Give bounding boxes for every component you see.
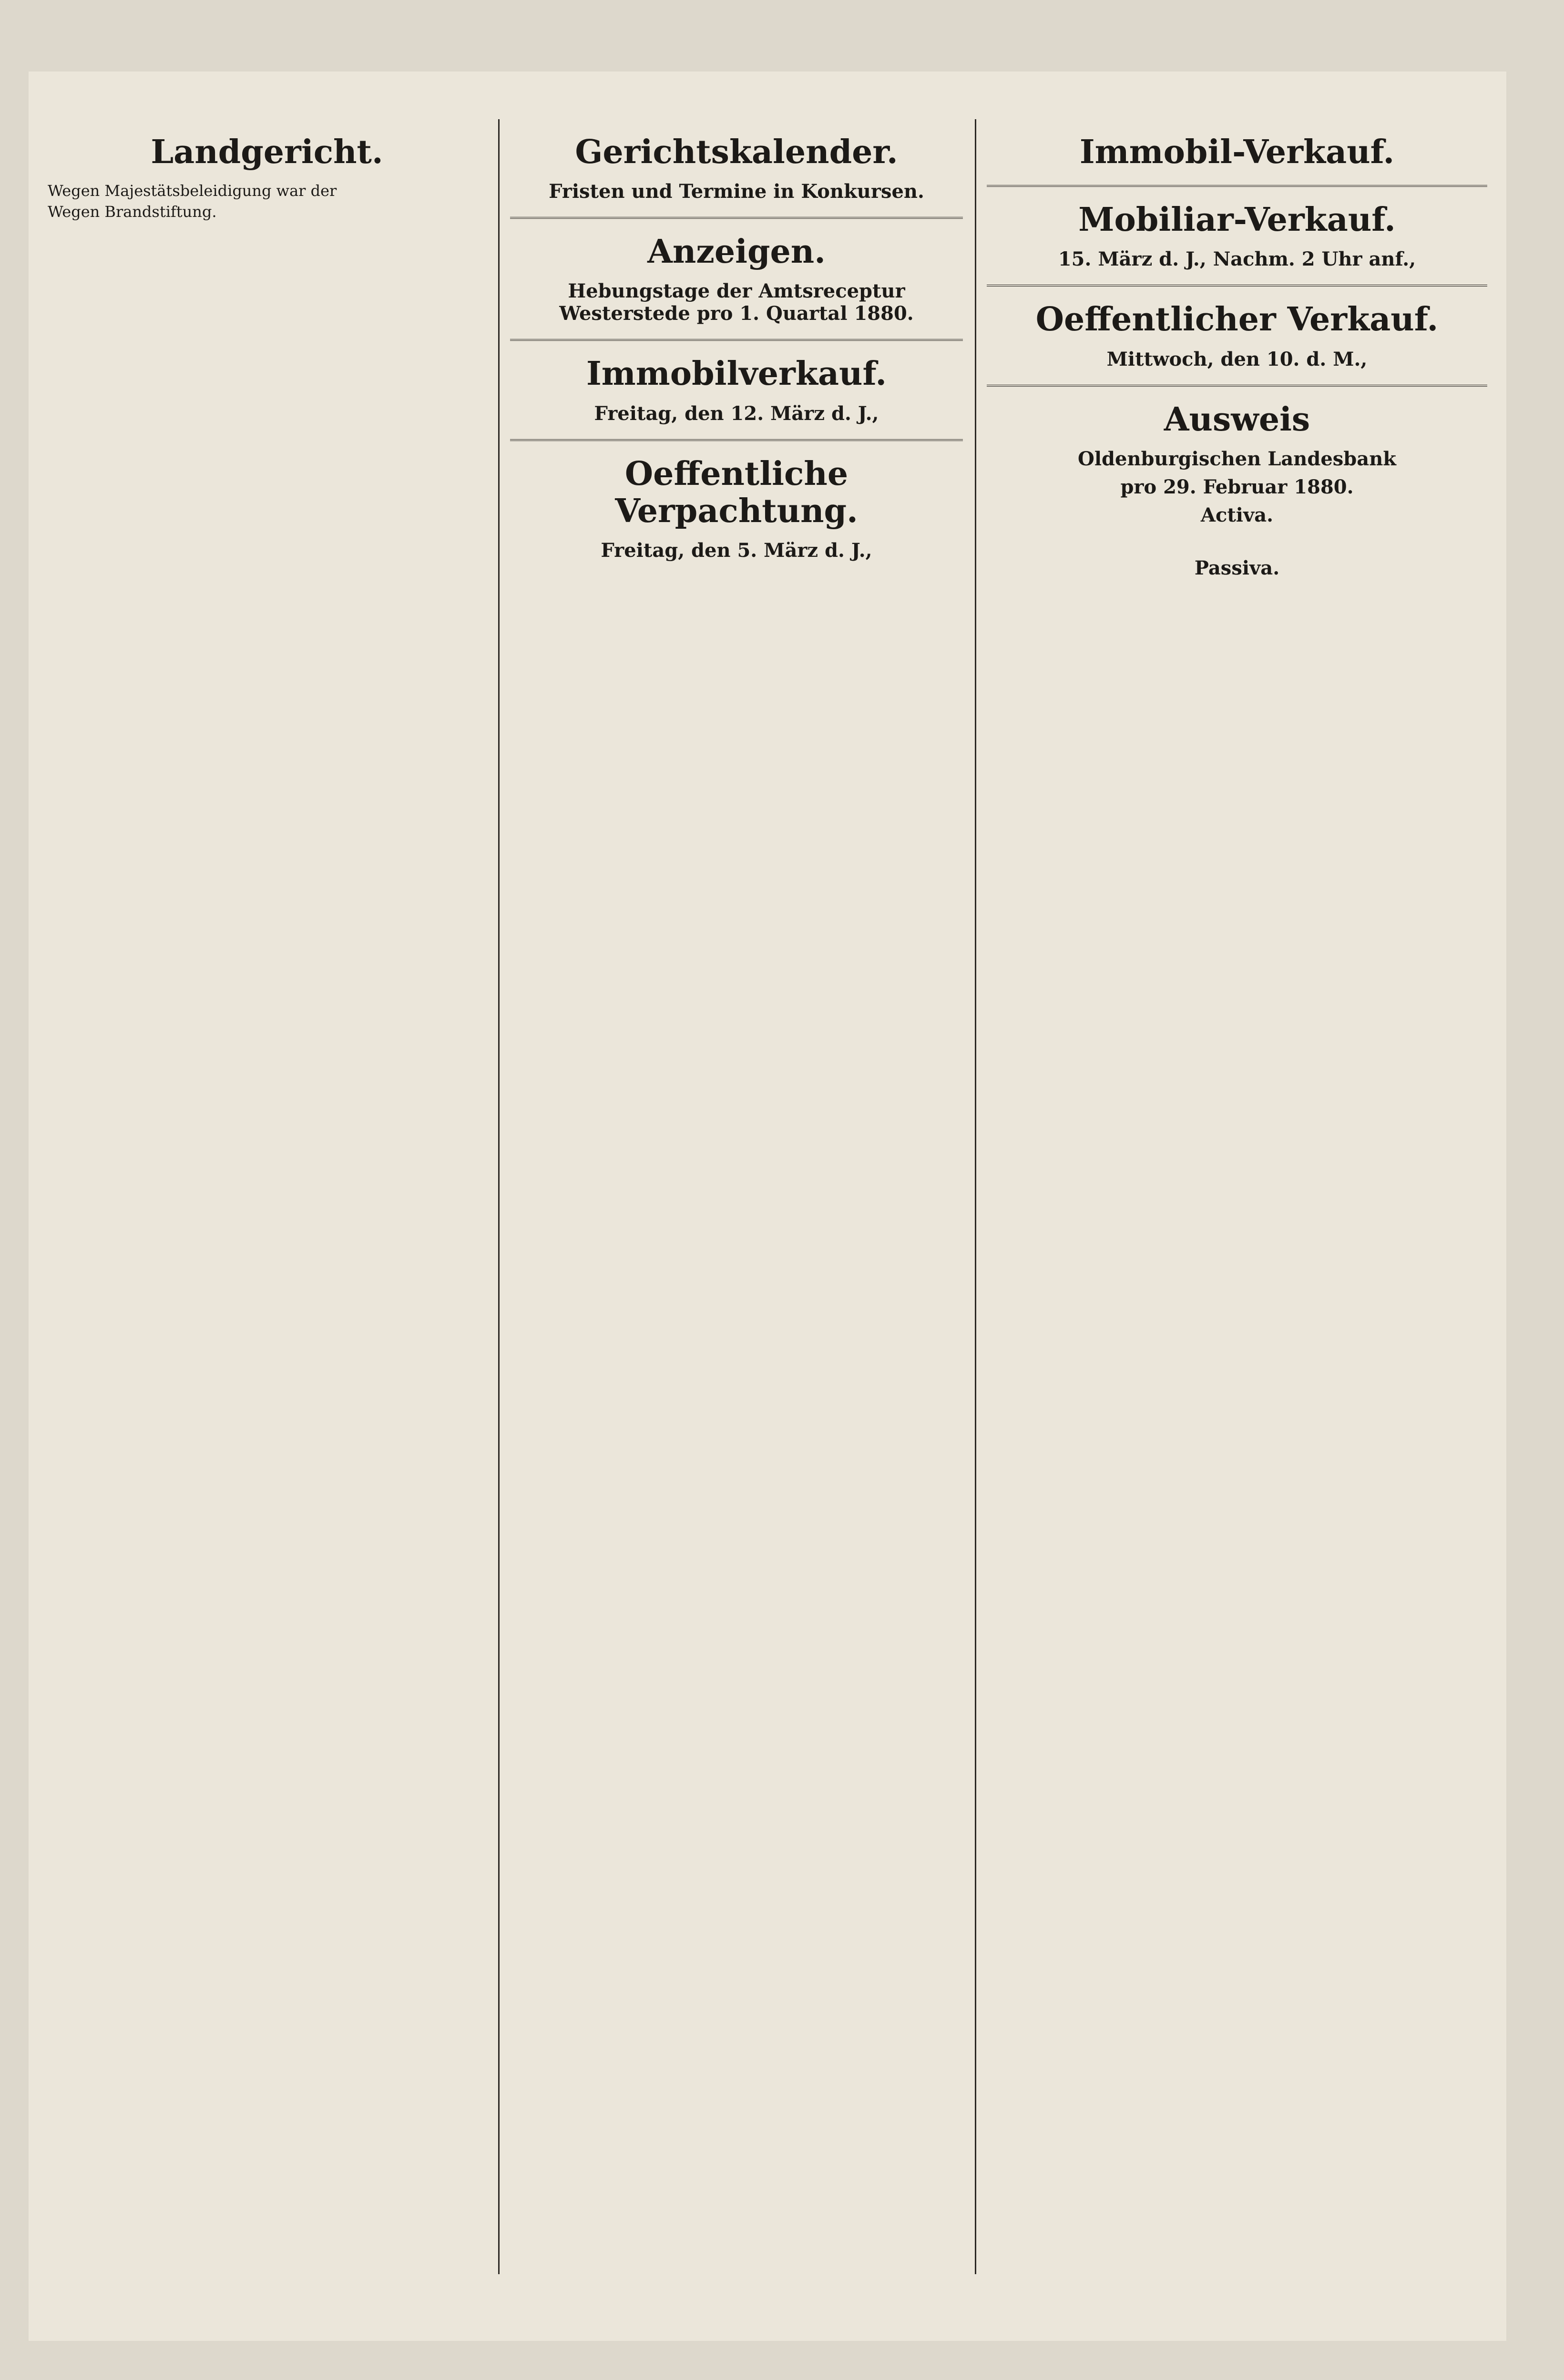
divider [510,217,963,219]
section-heading-oeffentlicher-verkauf: Oeffentlicher Verkauf. [1035,300,1439,339]
statement-bank-name: Oldenburgischen Landesbank [1078,447,1396,470]
estate-sale-date: Freitag, den 12. März d. J., [594,402,879,425]
divider [510,439,963,441]
divider [987,285,1487,287]
column-rule [975,119,976,2274]
public-sale-date: Mittwoch, den 10. d. M., [1106,348,1368,370]
text-line: Wegen Majestätsbeleidigung war der [48,182,337,200]
section-heading-mobiliar-verkauf: Mobiliar-Verkauf. [1078,201,1396,239]
column-rule [498,119,500,2274]
section-heading-anzeigen: Anzeigen. [647,233,826,271]
column-middle [510,119,963,2274]
subheading-hebungstage: Hebungstage der Amtsreceptur Westerstede pro 1. Quartal 1880. [559,280,914,325]
furniture-sale-date: 15. März d. J., Nachm. 2 Uhr anf., [1058,248,1416,271]
divider [987,385,1487,387]
newspaper-page [29,72,1506,2341]
section-heading-immobil-verkauf: Immobil-Verkauf. [1079,133,1395,171]
section-heading-landgericht: Landgericht. [151,133,383,171]
text-line: Wegen Brandstiftung. [48,203,217,221]
column-right [987,119,1487,2274]
section-heading-gerichtskalender: Gerichtskalender. [575,133,898,171]
statement-passiva-label: Passiva. [1194,556,1280,579]
section-heading-immobilverkauf: Immobilverkauf. [586,355,887,393]
statement-date: pro 29. Februar 1880. [1120,475,1354,498]
divider [510,339,963,341]
section-heading-ausweis: Ausweis [1164,400,1310,439]
statement-activa-label: Activa. [1200,503,1274,526]
column-left [48,119,486,2274]
lease-date: Freitag, den 5. März d. J., [601,539,872,562]
subheading-konkurse: Fristen und Termine in Konkursen. [549,180,924,203]
spacer [987,532,1487,551]
section-heading-verpachtung: Oeffentliche Verpachtung. [615,454,858,530]
divider [987,185,1487,187]
